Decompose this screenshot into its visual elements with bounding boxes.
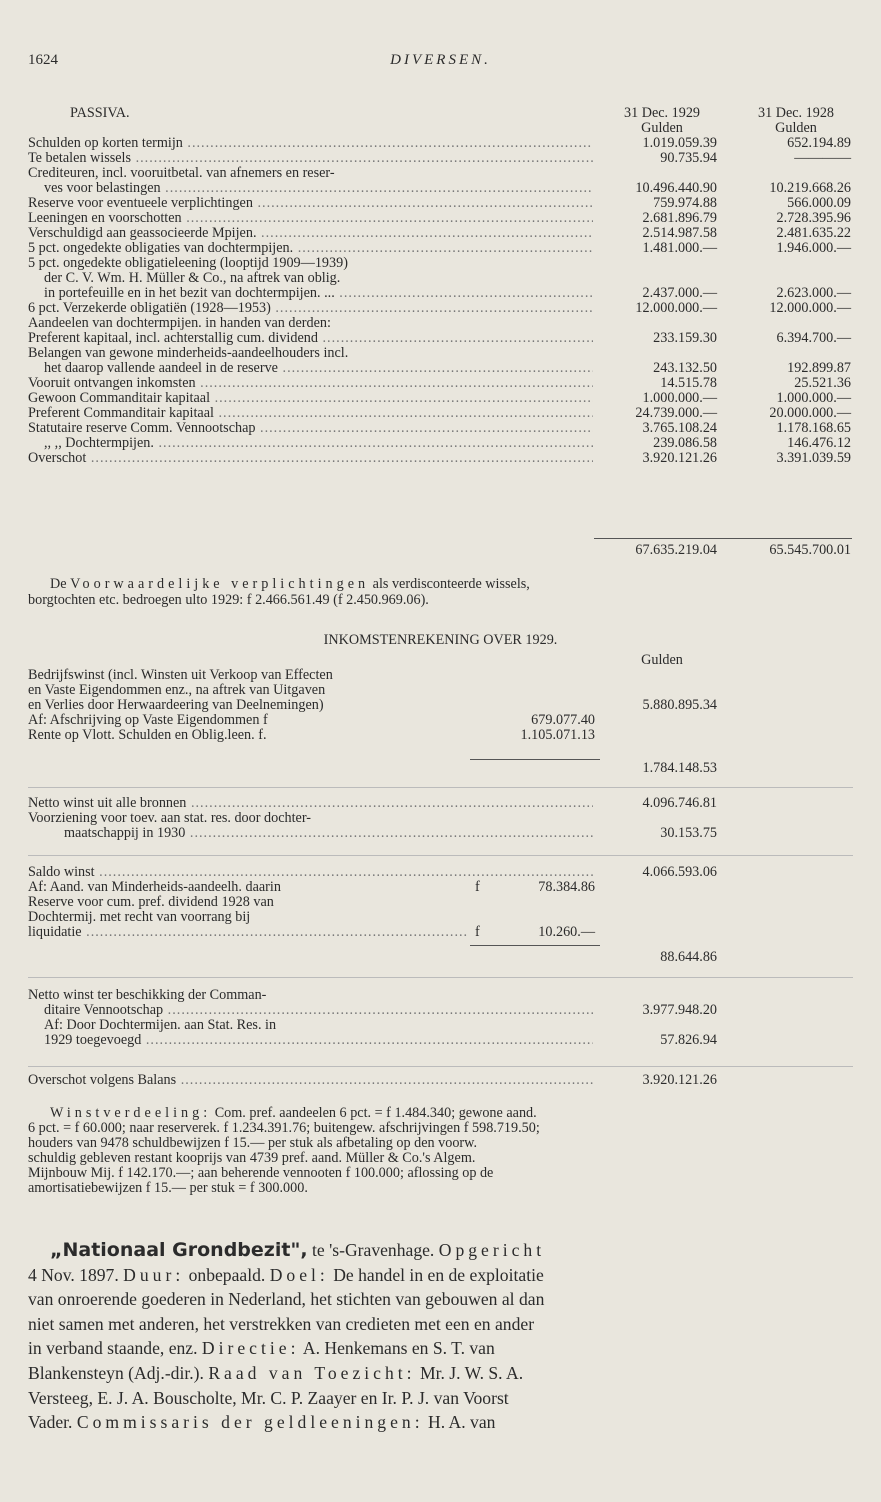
passiva-row-value-1929: 2.681.896.79 (642, 210, 717, 226)
passiva-row-value-1928: 25.521.36 (794, 375, 851, 391)
passiva-row-value-1928: 10.219.668.26 (769, 180, 851, 196)
passiva-row-value-1929: 90.735.94 (660, 150, 717, 166)
nb-af-value: 57.826.94 (660, 1032, 717, 1048)
col2-heading: 31 Dec. 1928 (757, 105, 835, 121)
passiva-row-label: Verschuldigd aan geassocieerde Mpijen. ..... (28, 226, 593, 241)
passiva-row-label: Overschot ..... (28, 451, 593, 466)
entry-line-6 (28, 1361, 861, 1386)
total-1929: 67.635.219.04 (635, 542, 717, 558)
af2-amount-cell (475, 880, 595, 895)
passiva-row-label: in portefeuille en in het bezit van dochtermpijen. ... ..... (44, 286, 593, 301)
voorz-value: 30.153.75 (660, 825, 717, 841)
passiva-row-value-1929: 243.132.50 (653, 360, 717, 376)
voorz-line-2: maatschappij in 1930 ..... (64, 826, 593, 841)
passiva-row (0, 421, 881, 436)
passiva-row-value-1929: 233.159.30 (653, 330, 717, 346)
col1-heading: 31 Dec. 1929 (623, 105, 701, 121)
passiva-rows (0, 136, 881, 466)
entry-l5a: in verband staande, enz. (28, 1338, 198, 1359)
note-section (0, 577, 881, 609)
passiva-row-label: Leeningen en voorschotten ..... (28, 211, 593, 226)
entry-line-7: Versteeg, E. J. A. Bouscholte, Mr. C. P. Zaayer en Ir. P. J. van Voorst (28, 1387, 509, 1408)
sub1-rule (470, 759, 600, 760)
passiva-row-label: Vooruit ontvangen inkomsten ..... (28, 376, 593, 391)
divider-4 (28, 1066, 853, 1067)
passiva-row (0, 346, 881, 361)
b1-line-3: en Verlies door Herwaardeering van Deelnemingen) (28, 698, 324, 713)
passiva-row-value-1929: 1.019.059.39 (642, 135, 717, 151)
page-number: 1624 (28, 52, 58, 68)
passiva-row (0, 211, 881, 226)
running-title: DIVERSEN. (390, 52, 491, 68)
passiva-row-value-1929: 14.515.78 (660, 375, 717, 391)
res-line-3: liquidatie ..... (28, 925, 468, 940)
passiva-row-value-1929: 12.000.000.— (635, 300, 717, 316)
passiva-row-value-1929: 3.765.108.24 (642, 420, 717, 436)
passiva-row-label: Belangen van gewone minderheids-aandeelhouders incl. (28, 346, 349, 361)
passiva-row (0, 361, 881, 376)
voorz-line-1: Voorziening voor toev. aan stat. res. door dochter- (28, 811, 311, 826)
af1-amount: 679.077.40 (531, 712, 595, 728)
entry-location: te 's-Gravenhage. (311, 1240, 435, 1260)
passiva-row (0, 271, 881, 286)
res-line-2: Dochtermij. met recht van voorrang bij (28, 910, 251, 925)
passiva-row (0, 196, 881, 211)
col2-unit: Gulden (775, 120, 817, 136)
company-name: „Nationaal Grondbezit", (50, 1239, 308, 1261)
passiva-row (0, 376, 881, 391)
overschot-label: Overschot volgens Balans ..... (28, 1073, 593, 1088)
inkomsten-section (0, 633, 881, 743)
passiva-row-value-1929: 759.974.88 (653, 195, 717, 211)
passiva-row-value-1929: 1.481.000.— (642, 240, 717, 256)
passiva-row-value-1928: 1.178.168.65 (776, 420, 851, 436)
passiva-row-value-1929: 1.000.000.— (642, 390, 717, 406)
passiva-row-label: Statutaire reserve Comm. Vennootschap ..... (28, 421, 593, 436)
entry-date: 4 Nov. 1897. (28, 1264, 119, 1285)
nb-line-1: Netto winst ter beschikking der Comman- (28, 988, 267, 1003)
note-line-1 (50, 577, 860, 592)
passiva-total-row (0, 543, 881, 558)
passiva-row-label: Gewoon Commanditair kapitaal ..... (28, 391, 593, 406)
passiva-row (0, 226, 881, 241)
rente-amount: 1.105.071.13 (520, 727, 595, 743)
passiva-row-value-1929: 10.496.440.90 (635, 180, 717, 196)
passiva-row-label: 6 pct. Verzekerde obligatiën (1928—1953) ..... (28, 301, 593, 316)
af2-label: Af: Aand. van Minderheids-aandeelh. daarin (28, 880, 281, 895)
passiva-row (0, 256, 881, 271)
entry-l5b: A. Henkemans en S. T. van (302, 1338, 495, 1359)
winst-line-6: amortisatiebewijzen f 15.— per stuk = f 300.000. (28, 1181, 308, 1196)
passiva-row-value-1928: 1.000.000.— (776, 390, 851, 406)
sub2-value: 88.644.86 (660, 949, 717, 965)
entry-line-8 (28, 1410, 861, 1435)
beschikking-block (0, 988, 881, 1048)
nb-line-2: ditaire Vennootschap ..... (44, 1003, 593, 1018)
entry-commissaris: Commissaris der geldleeningen: (76, 1412, 424, 1433)
af1-label: Af: Afschrijving op Vaste Eigendommen f (28, 713, 268, 728)
b1-value: 5.880.895.34 (642, 697, 717, 713)
passiva-header-row (0, 106, 881, 121)
passiva-title: PASSIVA. (70, 106, 130, 121)
entry-line-4: niet samen met anderen, het verstrekken van credieten met een en ander (28, 1313, 535, 1334)
winst-line-3: houders van 9478 schuldbewijzen f 15.— per stuk als afbetaling op den voorw. (28, 1136, 478, 1151)
entry-directie: Directie: (201, 1338, 300, 1359)
passiva-row-label: der C. V. Wm. H. Müller & Co., na aftrek van oblig. (44, 271, 341, 286)
passiva-row-label: Aandeelen van dochtermpijen. in handen van derden: (28, 316, 331, 331)
passiva-section (0, 106, 881, 466)
total-rule (594, 538, 852, 539)
passiva-row (0, 136, 881, 151)
note-rest: als verdisconteerde wissels, (372, 577, 530, 592)
divider-1 (28, 787, 853, 788)
nb-line-4: 1929 toegevoegd ..... (44, 1033, 593, 1048)
entry-duur-value: onbepaald. (188, 1264, 266, 1285)
sub1-value: 1.784.148.53 (642, 760, 717, 776)
passiva-row-value-1929: 3.920.121.26 (642, 450, 717, 466)
passiva-row-value-1929: 2.437.000.— (642, 285, 717, 301)
overschot-block (0, 1073, 881, 1088)
total-1928: 65.545.700.01 (769, 542, 851, 558)
passiva-row (0, 181, 881, 196)
passiva-row-label: Preferent kapitaal, incl. achterstallig cum. dividend ..... (28, 331, 593, 346)
passiva-row-value-1928: 192.899.87 (787, 360, 851, 376)
entry-opgericht: Opgericht (438, 1240, 546, 1260)
passiva-row (0, 406, 881, 421)
passiva-row (0, 286, 881, 301)
passiva-row-value-1928: 6.394.700.— (776, 330, 851, 346)
passiva-row-value-1928: 2.623.000.— (776, 285, 851, 301)
passiva-row-label: Preferent Commanditair kapitaal ..... (28, 406, 593, 421)
overschot-value: 3.920.121.26 (642, 1072, 717, 1088)
passiva-row-value-1928: 20.000.000.— (769, 405, 851, 421)
passiva-row-value-1928: ———— (794, 150, 851, 166)
passiva-row-label: ves voor belastingen ..... (44, 181, 593, 196)
divider-2 (28, 855, 853, 856)
passiva-row (0, 391, 881, 406)
passiva-row-label: 5 pct. ongedekte obligaties van dochtermpijen. ..... (28, 241, 593, 256)
passiva-row-label: het daarop vallende aandeel in de reserve ..... (44, 361, 593, 376)
sub2-rule (470, 945, 600, 946)
passiva-row-value-1929: 24.739.000.— (635, 405, 717, 421)
entry-l8b: H. A. van (428, 1412, 496, 1433)
af2-amount: 78.384.86 (538, 879, 595, 895)
netto-block (0, 796, 881, 844)
winst-line-2: 6 pct. = f 60.000; naar reserverek. f 1.234.391.76; buitengew. afschrijvingen f 598.719.50; (28, 1121, 540, 1136)
note-line-2: borgtochten etc. bedroegen ulto 1929: f 2.466.561.49 (f 2.450.969.06). (28, 593, 429, 608)
passiva-row (0, 241, 881, 256)
passiva-row-value-1928: 3.391.039.59 (776, 450, 851, 466)
passiva-row-value-1929: 239.086.58 (653, 435, 717, 451)
sub2-row (0, 950, 881, 965)
netto-label: Netto winst uit alle bronnen ..... (28, 796, 593, 811)
inkomsten-unit: Gulden (641, 652, 683, 668)
passiva-row (0, 451, 881, 466)
winst-line-4: schuldig gebleven restant kooprijs van 4739 pref. aand. Müller & Co.'s Algem. (28, 1151, 476, 1166)
divider-3 (28, 977, 853, 978)
passiva-row (0, 331, 881, 346)
sub1-row (0, 761, 881, 776)
entry-line-3: van onroerende goederen in Nederland, het stichten van gebouwen al dan (28, 1289, 545, 1310)
company-entry (28, 1238, 861, 1435)
florin-sign-2: f (475, 924, 480, 940)
page-header (28, 52, 853, 76)
entry-l6b: Mr. J. W. S. A. (419, 1362, 524, 1383)
passiva-row (0, 166, 881, 181)
inkomsten-title: INKOMSTENREKENING OVER 1929. (323, 633, 558, 648)
florin-sign-1: f (475, 879, 480, 895)
passiva-row-label: Crediteuren, incl. vooruitbetal. van afnemers en reser- (28, 166, 335, 181)
passiva-row-value-1928: 12.000.000.— (769, 300, 851, 316)
nb-line-3: Af: Door Dochtermijen. aan Stat. Res. in (44, 1018, 277, 1033)
entry-doel-value: De handel in en de exploitatie (333, 1264, 544, 1285)
netto-value: 4.096.746.81 (642, 795, 717, 811)
note-lead: De (50, 577, 67, 592)
b1-line-2: en Vaste Eigendommen enz., na aftrek van Uitgaven (28, 683, 326, 698)
passiva-row-label: ,, ,, Dochtermpijen. ..... (44, 436, 593, 451)
passiva-row-label: Schulden op korten termijn ..... (28, 136, 593, 151)
res-amount-cell (475, 925, 595, 940)
entry-line-2 (28, 1263, 861, 1288)
passiva-row-label: Te betalen wissels ..... (28, 151, 593, 166)
col1-unit: Gulden (641, 120, 683, 136)
saldo-label: Saldo winst ..... (28, 865, 593, 880)
rente-label: Rente op Vlott. Schulden en Oblig.leen. f. (28, 728, 267, 743)
winst-spaced: Winstverdeeling: (50, 1106, 212, 1121)
nb-value: 3.977.948.20 (642, 1002, 717, 1018)
b1-line-1: Bedrijfswinst (incl. Winsten uit Verkoop van Effecten (28, 668, 333, 683)
passiva-row-value-1929: 2.514.987.58 (642, 225, 717, 241)
entry-raad: Raad van Toezicht: (208, 1362, 416, 1383)
entry-line-5 (28, 1336, 861, 1361)
passiva-row-value-1928: 146.476.12 (787, 435, 851, 451)
passiva-row-value-1928: 2.481.635.22 (776, 225, 851, 241)
entry-l6a: Blankensteyn (Adj.-dir.). (28, 1362, 204, 1383)
passiva-row-value-1928: 1.946.000.— (776, 240, 851, 256)
res-line-1: Reserve voor cum. pref. dividend 1928 van (28, 895, 274, 910)
winst-line-5: Mijnbouw Mij. f 142.170.—; aan beherende vennooten f 100.000; aflossing op de (28, 1166, 494, 1181)
entry-doel: Doel: (269, 1264, 329, 1285)
passiva-row (0, 301, 881, 316)
res-amount: 10.260.— (538, 924, 595, 940)
winstverdeeling-block (0, 1106, 881, 1196)
passiva-row-label: Reserve voor eventueele verplichtingen ..... (28, 196, 593, 211)
entry-duur: Duur: (123, 1264, 185, 1285)
entry-line-1 (28, 1238, 861, 1263)
passiva-row-label: 5 pct. ongedekte obligatieleening (looptijd 1909—1939) (28, 256, 348, 271)
saldo-value: 4.066.593.06 (642, 864, 717, 880)
saldo-block (0, 865, 881, 940)
passiva-row (0, 151, 881, 166)
passiva-row (0, 436, 881, 451)
note-spaced: Voorwaardelijke verplichtingen (70, 577, 370, 592)
passiva-row-value-1928: 566.000.09 (787, 195, 851, 211)
entry-l8a: Vader. (28, 1412, 73, 1433)
passiva-unit-row (0, 121, 881, 136)
passiva-row-value-1928: 652.194.89 (787, 135, 851, 151)
winst-line-1-text: Com. pref. aandeelen 6 pct. = f 1.484.340; gewone aand. (214, 1106, 537, 1121)
winst-line-1 (50, 1106, 860, 1121)
passiva-row (0, 316, 881, 331)
passiva-row-value-1928: 2.728.395.96 (776, 210, 851, 226)
